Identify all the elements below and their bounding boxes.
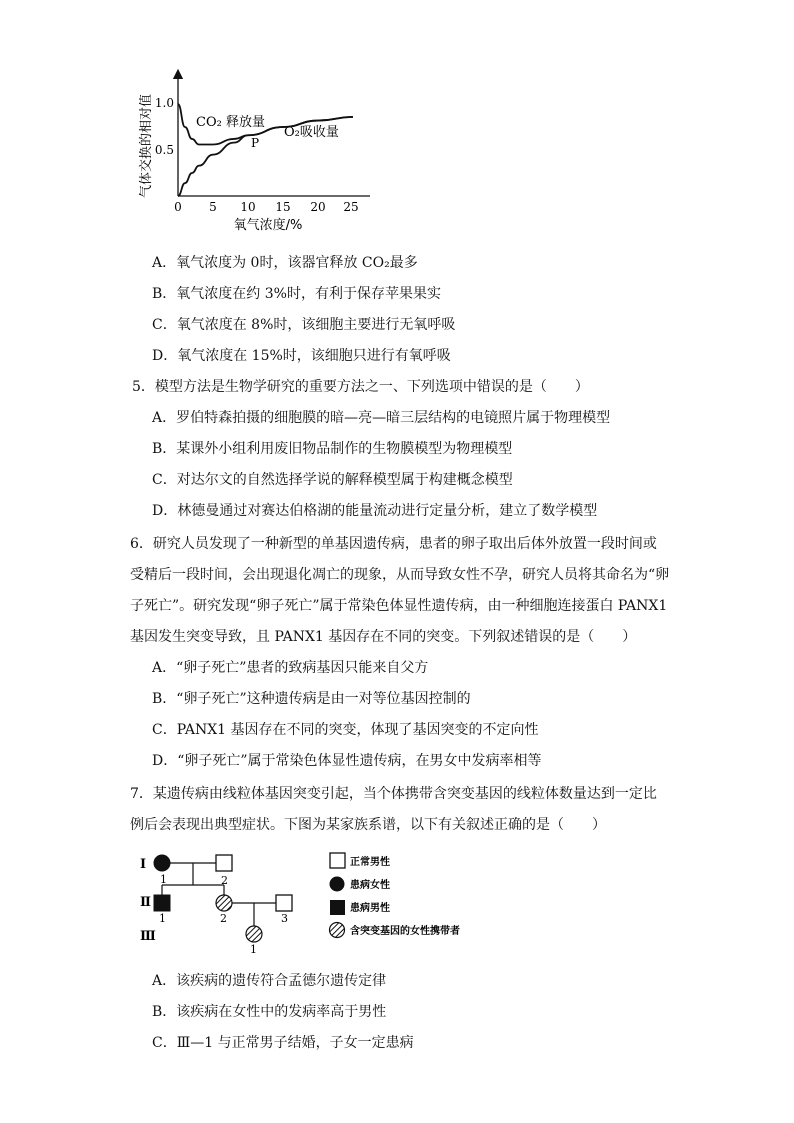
individual-number: 2 [221, 874, 228, 887]
q7-option-c: C．Ⅲ—1 与正常男子结婚，子女一定患病 [152, 1035, 414, 1051]
ii3-normal-male [276, 895, 292, 911]
gas-exchange-chart [138, 66, 378, 241]
y-tick-label: 0.5 [154, 143, 174, 157]
x-tick-label: 25 [343, 200, 359, 214]
ii2-carrier-female [216, 895, 232, 911]
legend-affected-female-icon [330, 877, 345, 892]
q6-option-c: C．PANX1 基因存在不同的突变，体现了基因突变的不定向性 [152, 722, 539, 738]
q7-option-b: B．该疾病在女性中的发病率高于男性 [152, 1004, 387, 1020]
generation-label: Ⅱ [140, 895, 151, 910]
q4-option-b: B．氧气浓度在约 3%时，有利于保存苹果果实 [152, 286, 441, 302]
legend-label: 患病男性 [350, 903, 390, 914]
q7-stem-line: 7．某遗传病由线粒体基因突变引起，当个体携带含突变基因的线粒体数量达到一定比 [130, 786, 657, 802]
q5-option-a: A．罗伯特森拍摄的细胞膜的暗—亮—暗三层结构的电镜照片属于物理模型 [152, 410, 611, 426]
individual-number: 3 [281, 912, 288, 925]
o2-curve-label: O₂吸收量 [284, 125, 339, 140]
legend-label: 正常男性 [350, 857, 390, 868]
legend-carrier-female-icon [330, 923, 345, 938]
generation-label: Ⅲ [140, 929, 156, 944]
q7-option-a: A．该疾病的遗传符合孟德尔遗传定律 [152, 973, 387, 989]
y-axis-label: 气体交换的相对值 [139, 93, 154, 199]
individual-number: 1 [160, 873, 167, 886]
y-tick-label: 1.0 [154, 96, 174, 110]
q5-option-b: B．某课外小组利用废旧物品制作的生物膜模型为物理模型 [152, 441, 513, 457]
q6-stem-line: 子死亡”。研究发现“卵子死亡”属于常染色体显性遗传病，由一种细胞连接蛋白 PANX1 [130, 598, 668, 614]
pedigree-chart [130, 848, 490, 958]
q6-stem-line: 6．研究人员发现了一种新型的单基因遗传病，患者的卵子取出后体外放置一段时间或 [130, 536, 657, 552]
q7-stem-line: 例后会表现出典型症状。下图为某家族系谱，以下有关叙述正确的是（ ） [130, 817, 606, 833]
x-tick-label: 10 [240, 200, 256, 214]
x-tick-label: 20 [310, 200, 326, 214]
co2-curve-label: CO₂ 释放量 [196, 115, 265, 130]
individual-number: 1 [159, 912, 166, 925]
q5-stem: 5．模型方法是生物学研究的重要方法之一、下列选项中错误的是（ ） [132, 379, 589, 395]
q6-option-b: B．“卵子死亡”这种遗传病是由一对等位基因控制的 [152, 691, 471, 707]
q6-option-a: A．“卵子死亡”患者的致病基因只能来自父方 [152, 660, 429, 676]
q4-option-a: A．氧气浓度为 0时，该器官释放 CO₂最多 [152, 255, 418, 271]
legend-label: 含突变基因的女性携带者 [350, 926, 460, 937]
q5-option-c: C．对达尔文的自然选择学说的解释模型属于构建概念模型 [152, 472, 513, 488]
i2-normal-male [216, 855, 232, 871]
q6-option-d: D．“卵子死亡”属于常染色体显性遗传病，在男女中发病率相等 [152, 753, 542, 769]
q5-option-d: D．林德曼通过对赛达伯格湖的能量流动进行定量分析，建立了数学模型 [152, 503, 598, 519]
iii1-carrier-female [246, 926, 262, 942]
legend-affected-male-icon [330, 900, 345, 915]
generation-label: Ⅰ [140, 857, 147, 872]
x-tick-label: 5 [209, 200, 217, 214]
q4-option-c: C．氧气浓度在 8%时，该细胞主要进行无氧呼吸 [152, 317, 456, 333]
individual-number: 2 [220, 912, 227, 925]
i1-affected-female [154, 855, 170, 871]
point-p-label: P [251, 136, 260, 150]
individual-number: 1 [250, 943, 257, 956]
q6-stem-line: 基因发生突变导致，且 PANX1 基因存在不同的突变。下列叙述错误的是（ ） [130, 629, 637, 645]
ii1-affected-male [154, 895, 170, 911]
legend-label: 患病女性 [350, 880, 390, 891]
q6-stem-line: 受精后一段时间，会出现退化凋亡的现象，从而导致女性不孕，研究人员将其命名为“卵 [130, 567, 670, 583]
x-tick-label: 15 [275, 200, 291, 214]
q4-option-d: D．氧气浓度在 15%时，该细胞只进行有氧呼吸 [152, 348, 451, 364]
legend-normal-male-icon [330, 853, 345, 868]
x-axis-label: 氧气浓度/% [233, 218, 303, 233]
x-tick-label: 0 [174, 200, 182, 214]
